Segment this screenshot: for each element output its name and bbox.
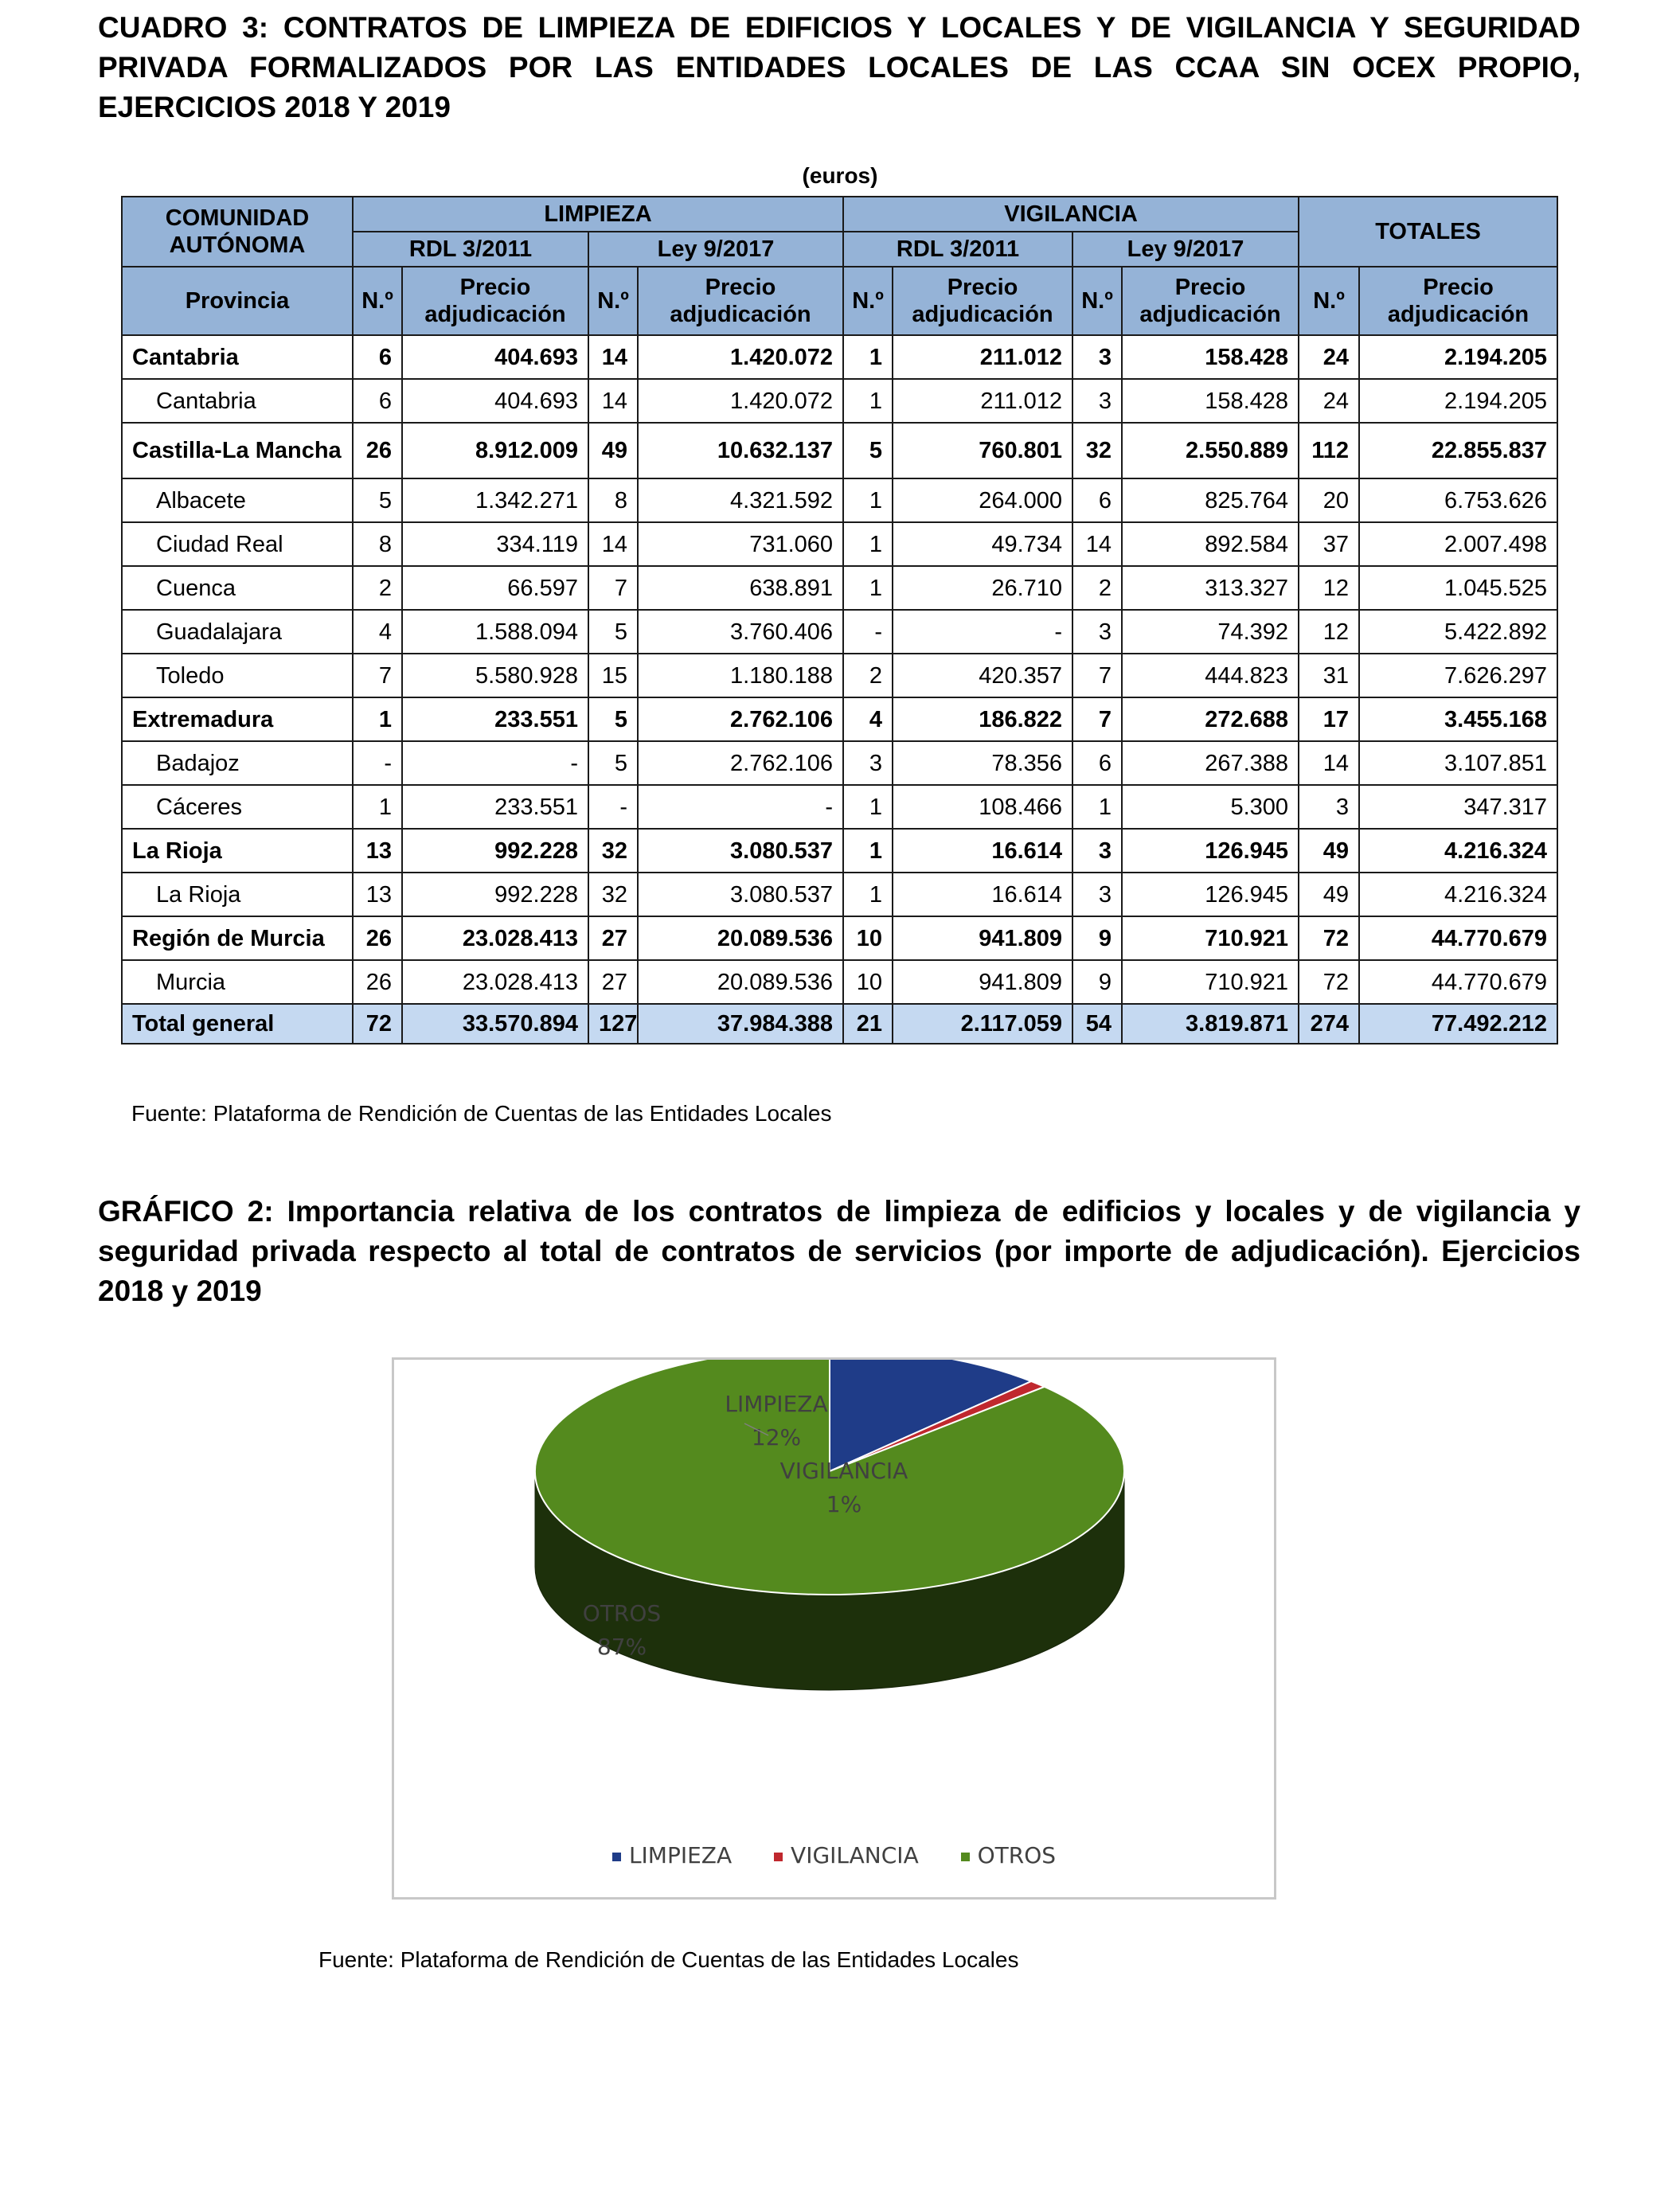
table-cell: 638.891 [638, 566, 843, 610]
header-n: N.º [1299, 267, 1359, 335]
group-row [122, 423, 1557, 478]
header-precio: Precio adjudicación [1359, 267, 1557, 335]
table-cell: 15 [588, 654, 638, 697]
row-name: La Rioja [122, 873, 353, 916]
data-label-value: 1% [826, 1491, 862, 1517]
table-cell: 127 [588, 1004, 638, 1044]
legend-label: VIGILANCIA [791, 1842, 919, 1868]
table-cell: 12 [1299, 610, 1359, 654]
table-cell: 1 [1072, 785, 1122, 829]
table-cell: 3 [1072, 873, 1122, 916]
table-row [122, 654, 1557, 697]
pie-chart [392, 1357, 1276, 1900]
legend-item-limpieza [612, 1842, 732, 1868]
total-row [122, 1004, 1557, 1044]
header-vigilancia-ley: Ley 9/2017 [1072, 232, 1299, 267]
row-name: Guadalajara [122, 610, 353, 654]
table-cell: 26 [353, 960, 402, 1004]
table-row [122, 610, 1557, 654]
table-cell: 22.855.837 [1359, 423, 1557, 478]
row-name: Total general [122, 1004, 353, 1044]
table-row [122, 522, 1557, 566]
table-cell: 186.822 [893, 697, 1072, 741]
table-cell: 23.028.413 [402, 960, 588, 1004]
row-name: Cáceres [122, 785, 353, 829]
header-precio: Precio adjudicación [638, 267, 843, 335]
table-cell: 72 [353, 1004, 402, 1044]
table-cell: 49.734 [893, 522, 1072, 566]
table-cell: 14 [1072, 522, 1122, 566]
table-cell: 13 [353, 873, 402, 916]
table-cell: 3 [1299, 785, 1359, 829]
table-cell: 941.809 [893, 916, 1072, 960]
table-row [122, 478, 1557, 522]
table-cell: 72 [1299, 916, 1359, 960]
table-cell: 4 [353, 610, 402, 654]
table-title: CUADRO 3: CONTRATOS DE LIMPIEZA DE EDIFICIOS Y LOCALES Y DE VIGILANCIA Y SEGURIDAD PRIVADA FORMALIZADOS POR LAS ENTIDADES LOCALES DE LAS CCAA SIN OCEX PROPIO, EJERCICIOS 2018 Y 2019 [98, 11, 1580, 123]
header-precio: Precio adjudicación [893, 267, 1072, 335]
header-n: N.º [353, 267, 402, 335]
table-cell: 4.321.592 [638, 478, 843, 522]
table-cell: 2.194.205 [1359, 335, 1557, 379]
row-name: Región de Murcia [122, 916, 353, 960]
table-cell: 892.584 [1122, 522, 1299, 566]
table-cell: 233.551 [402, 697, 588, 741]
table-cell: 760.801 [893, 423, 1072, 478]
table-cell: 13 [353, 829, 402, 873]
table-cell: 7.626.297 [1359, 654, 1557, 697]
legend-label: OTROS [977, 1842, 1057, 1868]
data-label-name: OTROS [582, 1600, 662, 1626]
table-cell: 334.119 [402, 522, 588, 566]
table-row [122, 785, 1557, 829]
table-cell: 8 [588, 478, 638, 522]
table-cell: 3.819.871 [1122, 1004, 1299, 1044]
table-cell: 1.420.072 [638, 335, 843, 379]
row-name: Ciudad Real [122, 522, 353, 566]
table-cell: 1 [843, 522, 893, 566]
table-cell: 2 [1072, 566, 1122, 610]
table-cell: 33.570.894 [402, 1004, 588, 1044]
table-cell: 14 [588, 379, 638, 423]
table-cell: 3 [1072, 379, 1122, 423]
table-cell: 2.550.889 [1122, 423, 1299, 478]
header-precio: Precio adjudicación [402, 267, 588, 335]
data-label-name: VIGILANCIA [779, 1458, 908, 1484]
table-cell: 8.912.009 [402, 423, 588, 478]
table-cell: 1 [843, 335, 893, 379]
table-cell: 2.194.205 [1359, 379, 1557, 423]
data-label-name: LIMPIEZA [725, 1391, 828, 1417]
table-cell: 825.764 [1122, 478, 1299, 522]
table-cell: 3 [1072, 829, 1122, 873]
row-name: Castilla-La Mancha [122, 423, 353, 478]
table-cell: 27 [588, 916, 638, 960]
table-cell: 420.357 [893, 654, 1072, 697]
table-cell: 3 [1072, 610, 1122, 654]
table-cell: 4.216.324 [1359, 829, 1557, 873]
chart-source: Fuente: Plataforma de Rendición de Cuentas de las Entidades Locales [318, 1947, 1019, 1972]
table-cell: 2.007.498 [1359, 522, 1557, 566]
table-body [122, 335, 1557, 1044]
table-cell: - [588, 785, 638, 829]
table-cell: 5 [353, 478, 402, 522]
table-cell: 1 [843, 873, 893, 916]
header-limpieza-ley: Ley 9/2017 [588, 232, 843, 267]
table-cell: 5 [588, 741, 638, 785]
table-cell: 9 [1072, 960, 1122, 1004]
table-cell: 5 [588, 610, 638, 654]
group-row [122, 829, 1557, 873]
table-row [122, 960, 1557, 1004]
table-cell: 26.710 [893, 566, 1072, 610]
table-cell: 313.327 [1122, 566, 1299, 610]
table-cell: 404.693 [402, 335, 588, 379]
table-cell: 1 [353, 697, 402, 741]
table-cell: 108.466 [893, 785, 1072, 829]
contracts-table [121, 196, 1558, 1044]
table-cell: 992.228 [402, 873, 588, 916]
table-cell: 1 [353, 785, 402, 829]
table-cell: 992.228 [402, 829, 588, 873]
table-cell: 3.760.406 [638, 610, 843, 654]
table-cell: 32 [1072, 423, 1122, 478]
table-cell: 31 [1299, 654, 1359, 697]
table-cell: 158.428 [1122, 335, 1299, 379]
legend-label: LIMPIEZA [628, 1842, 733, 1868]
header-n: N.º [843, 267, 893, 335]
header-n: N.º [1072, 267, 1122, 335]
table-cell: 8 [353, 522, 402, 566]
table-cell: 3 [1072, 335, 1122, 379]
table-cell: 78.356 [893, 741, 1072, 785]
legend-item-vigilancia [774, 1842, 919, 1868]
table-cell: 1.588.094 [402, 610, 588, 654]
table-cell: 10 [843, 916, 893, 960]
table-cell: - [843, 610, 893, 654]
table-cell: 49 [588, 423, 638, 478]
row-name: Extremadura [122, 697, 353, 741]
table-cell: 2.762.106 [638, 697, 843, 741]
table-cell: 7 [353, 654, 402, 697]
table-cell: 16.614 [893, 873, 1072, 916]
table-cell: 26 [353, 423, 402, 478]
table-cell: - [353, 741, 402, 785]
group-row [122, 916, 1557, 960]
row-name: La Rioja [122, 829, 353, 873]
header-limpieza: LIMPIEZA [353, 197, 843, 232]
table-cell: 7 [1072, 654, 1122, 697]
table-cell: 941.809 [893, 960, 1072, 1004]
table-cell: 17 [1299, 697, 1359, 741]
header-provincia: Provincia [122, 267, 353, 335]
table-cell: 710.921 [1122, 916, 1299, 960]
legend-swatch [961, 1853, 970, 1861]
table-cell: 1.342.271 [402, 478, 588, 522]
table-row [122, 379, 1557, 423]
table-cell: 4.216.324 [1359, 873, 1557, 916]
table-cell: 72 [1299, 960, 1359, 1004]
table-cell: 3.455.168 [1359, 697, 1557, 741]
table-cell: 10 [843, 960, 893, 1004]
table-cell: 126.945 [1122, 829, 1299, 873]
header-n: N.º [588, 267, 638, 335]
table-cell: 20.089.536 [638, 960, 843, 1004]
legend-swatch [612, 1853, 621, 1861]
table-cell: 2 [353, 566, 402, 610]
table-cell: 274 [1299, 1004, 1359, 1044]
table-cell: - [893, 610, 1072, 654]
chart-legend [394, 1842, 1274, 1868]
legend-swatch [774, 1853, 783, 1861]
table-cell: 444.823 [1122, 654, 1299, 697]
table-cell: 23.028.413 [402, 916, 588, 960]
group-row [122, 697, 1557, 741]
table-cell: 27 [588, 960, 638, 1004]
table-cell: 731.060 [638, 522, 843, 566]
table-cell: 14 [588, 522, 638, 566]
table-cell: 14 [1299, 741, 1359, 785]
table-cell: - [402, 741, 588, 785]
table-row [122, 741, 1557, 785]
table-cell: 404.693 [402, 379, 588, 423]
table-cell: 7 [1072, 697, 1122, 741]
table-cell: 211.012 [893, 335, 1072, 379]
table-cell: 54 [1072, 1004, 1122, 1044]
table-cell: 32 [588, 873, 638, 916]
chart-title: GRÁFICO 2: Importancia relativa de los contratos de limpieza de edificios y locales y de vigilancia y seguridad privada respecto al total de contratos de servicios (por importe de adjudicación). Ejercicios 2018 y 2019 [98, 1195, 1580, 1307]
legend-item-otros [961, 1842, 1056, 1868]
table-cell: 5.580.928 [402, 654, 588, 697]
row-name: Albacete [122, 478, 353, 522]
header-comunidad: COMUNIDAD AUTÓNOMA [122, 197, 353, 267]
table-cell: 126.945 [1122, 873, 1299, 916]
table-cell: 3.080.537 [638, 829, 843, 873]
header-limpieza-rdl: RDL 3/2011 [353, 232, 588, 267]
table-cell: 3.107.851 [1359, 741, 1557, 785]
header-precio: Precio adjudicación [1122, 267, 1299, 335]
table-cell: 21 [843, 1004, 893, 1044]
table-cell: - [638, 785, 843, 829]
header-vigilancia: VIGILANCIA [843, 197, 1299, 232]
table-cell: 44.770.679 [1359, 960, 1557, 1004]
table-cell: 5.300 [1122, 785, 1299, 829]
table-cell: 77.492.212 [1359, 1004, 1557, 1044]
table-row [122, 566, 1557, 610]
data-label-value: 87% [596, 1634, 647, 1660]
table-cell: 158.428 [1122, 379, 1299, 423]
table-cell: 3 [843, 741, 893, 785]
table-cell: 2.117.059 [893, 1004, 1072, 1044]
table-cell: 74.392 [1122, 610, 1299, 654]
table-cell: 20.089.536 [638, 916, 843, 960]
table-cell: 4 [843, 697, 893, 741]
table-cell: 7 [588, 566, 638, 610]
table-cell: 1 [843, 478, 893, 522]
header-vigilancia-rdl: RDL 3/2011 [843, 232, 1072, 267]
table-cell: 6.753.626 [1359, 478, 1557, 522]
table-cell: 2.762.106 [638, 741, 843, 785]
table-cell: 24 [1299, 335, 1359, 379]
table-cell: 6 [353, 379, 402, 423]
table-cell: 211.012 [893, 379, 1072, 423]
data-label-value: 12% [751, 1424, 802, 1451]
table-cell: 49 [1299, 829, 1359, 873]
table-cell: 6 [1072, 478, 1122, 522]
table-cell: 267.388 [1122, 741, 1299, 785]
table-cell: 5.422.892 [1359, 610, 1557, 654]
table-cell: 32 [588, 829, 638, 873]
table-cell: 1 [843, 829, 893, 873]
table-cell: 66.597 [402, 566, 588, 610]
table-cell: 1 [843, 566, 893, 610]
table-cell: 37.984.388 [638, 1004, 843, 1044]
table-cell: 2 [843, 654, 893, 697]
row-name: Cuenca [122, 566, 353, 610]
table-cell: 37 [1299, 522, 1359, 566]
table-cell: 44.770.679 [1359, 916, 1557, 960]
table-cell: 1.045.525 [1359, 566, 1557, 610]
header-totales: TOTALES [1299, 197, 1557, 267]
table-cell: 347.317 [1359, 785, 1557, 829]
row-name: Toledo [122, 654, 353, 697]
table-cell: 9 [1072, 916, 1122, 960]
row-name: Murcia [122, 960, 353, 1004]
table-cell: 6 [353, 335, 402, 379]
table-cell: 1 [843, 379, 893, 423]
pie-chart-svg [394, 1360, 1274, 1897]
table-cell: 112 [1299, 423, 1359, 478]
table-cell: 5 [588, 697, 638, 741]
table-cell: 20 [1299, 478, 1359, 522]
row-name: Cantabria [122, 379, 353, 423]
table-cell: 10.632.137 [638, 423, 843, 478]
table-cell: 272.688 [1122, 697, 1299, 741]
table-cell: 6 [1072, 741, 1122, 785]
table-cell: 49 [1299, 873, 1359, 916]
table-cell: 1.420.072 [638, 379, 843, 423]
row-name: Cantabria [122, 335, 353, 379]
table-unit: (euros) [802, 163, 878, 188]
table-row [122, 873, 1557, 916]
table-cell: 1.180.188 [638, 654, 843, 697]
table-cell: 710.921 [1122, 960, 1299, 1004]
table-cell: 16.614 [893, 829, 1072, 873]
table-cell: 1 [843, 785, 893, 829]
table-cell: 26 [353, 916, 402, 960]
row-name: Badajoz [122, 741, 353, 785]
table-source: Fuente: Plataforma de Rendición de Cuentas de las Entidades Locales [131, 1101, 832, 1126]
table-cell: 5 [843, 423, 893, 478]
table-cell: 24 [1299, 379, 1359, 423]
table-cell: 14 [588, 335, 638, 379]
table-cell: 3.080.537 [638, 873, 843, 916]
group-row [122, 335, 1557, 379]
table-cell: 233.551 [402, 785, 588, 829]
table-cell: 264.000 [893, 478, 1072, 522]
table-cell: 12 [1299, 566, 1359, 610]
